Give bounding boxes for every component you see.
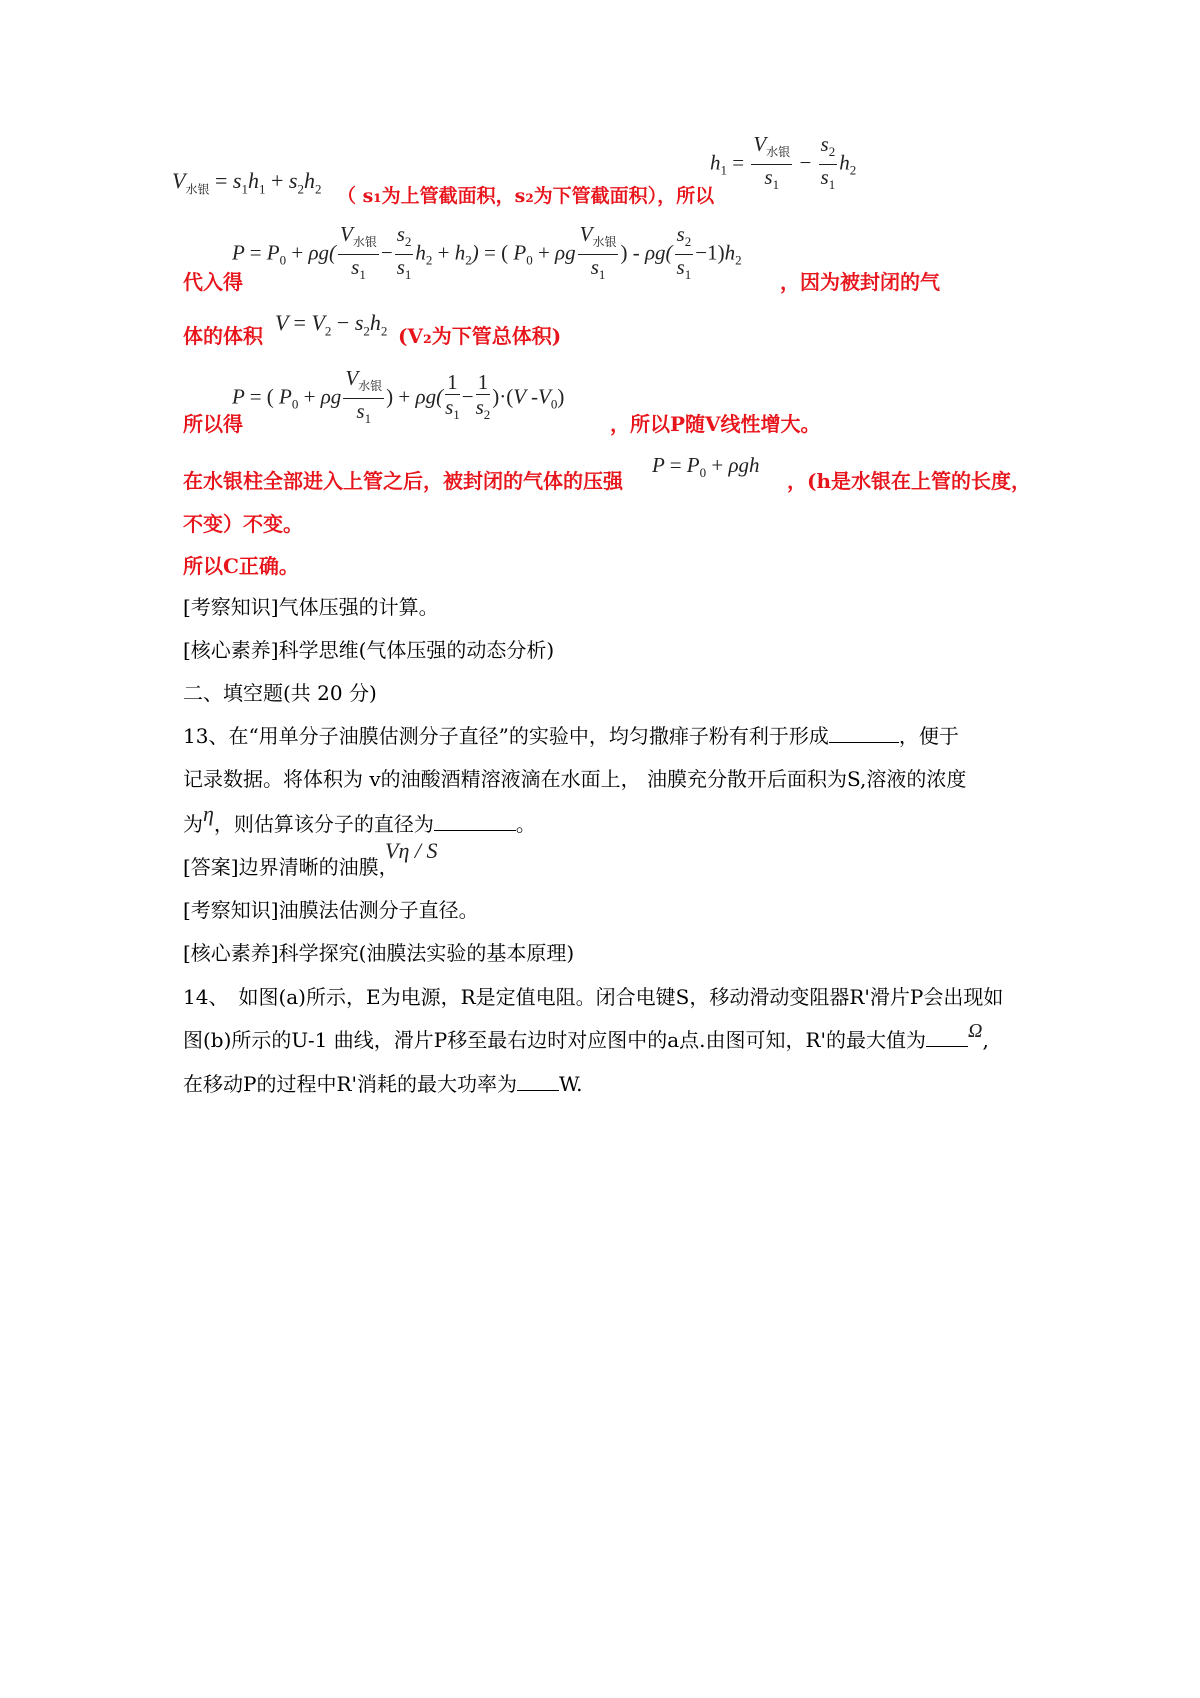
text-gas-volume: 体的体积 xyxy=(183,324,263,348)
text-linear-increase: ，所以P随V线性增大。 xyxy=(610,412,821,436)
text-area-note: （ s₁为上管截面积，s₂为下管截面积），所以 xyxy=(337,185,715,207)
answer-13: [答案]边界清晰的油膜， xyxy=(183,855,399,879)
text-v2-note: (V₂为下管总体积) xyxy=(398,324,562,348)
text-knowledge-12: [考察知识]气体压强的计算。 xyxy=(183,595,439,619)
text-literacy-13: [核心素养]科学探究(油膜法实验的基本原理) xyxy=(183,941,575,965)
text-literacy-12: [核心素养]科学思维(气体压强的动态分析) xyxy=(183,638,555,662)
formula-pressure-3: $P = P_0 + \rho gh$ xyxy=(652,453,760,481)
formula-pressure-2: P = ( $P_0 + \rho g$ $\frac{V_{水银}}{s_1}$ ) + ρg( $\frac{1}{s_1}$ − $\frac{1}{s_2}$ )·(V $-V_0$) xyxy=(232,366,565,427)
question-14-line-3: 在移动P的过程中R'消耗的最大功率为 W. xyxy=(183,1072,583,1096)
question-13-line-1: 13、在“用单分子油膜估测分子直径”的实验中，均匀撒痱子粉有利于形成 ，便于 xyxy=(183,724,959,748)
formula-volume: $V = V_2 - s_2h_2$ xyxy=(275,310,388,339)
text-unchanged: 不变）不变。 xyxy=(183,512,303,536)
question-14-line-1: 14、 如图(a)所示，E为电源，R是定值电阻。闭合电键S，移动滑动变阻器R'滑片P会出现如 xyxy=(183,985,1004,1009)
section-heading-fill-blank: 二、填空题(共 20 分) xyxy=(183,681,377,705)
text-after-mercury: 在水银柱全部进入上管之后，被封闭的气体的压强 xyxy=(183,469,623,493)
question-14-line-2: 图(b)所示的U-1 曲线，滑片P移至最右边时对应图中的a点.由图可知，R'的最大值为 Ω, xyxy=(183,1020,989,1052)
question-13-line-3: 为η，则估算该分子的直径为 。 xyxy=(183,801,536,836)
text-knowledge-13: [考察知识]油膜法估测分子直径。 xyxy=(183,898,479,922)
text-h-note: ，(h是水银在上管的长度， xyxy=(787,469,1032,493)
formula-pressure-1: $P = P_0 + \rho g$( $\frac{V_{水银}}{s_1}$ − $\frac{s_2}{s_1}$ $h_2 + h_2$) = ( $P_0 + \rho g$ $\frac{V_{水银}}{s_1}$ ) - ρg( $\frac{s_2}{s_1}$ $-1)h_2$ xyxy=(232,222,742,283)
text-because-sealed: ，因为被封闭的气 xyxy=(780,270,940,294)
formula-volume-mercury: $V_{水银} = s_1h_1 + s_2h_2$ xyxy=(172,168,322,197)
question-13-line-2: 记录数据。将体积为 v的油酸酒精溶液滴在水面上， 油膜充分散开后面积为S,溶液的浓度 xyxy=(183,767,967,791)
formula-h1: $h_1$ = $\frac{V_{水银}}{s_1}$ − $\frac{s_2}{s_1}$ $h_2$ xyxy=(710,132,857,193)
text-so-get: 所以得 xyxy=(183,412,243,436)
text-substitute: 代入得 xyxy=(183,270,243,294)
formula-answer-13: Vη / S xyxy=(385,838,438,863)
text-c-correct: 所以C正确。 xyxy=(183,554,299,578)
